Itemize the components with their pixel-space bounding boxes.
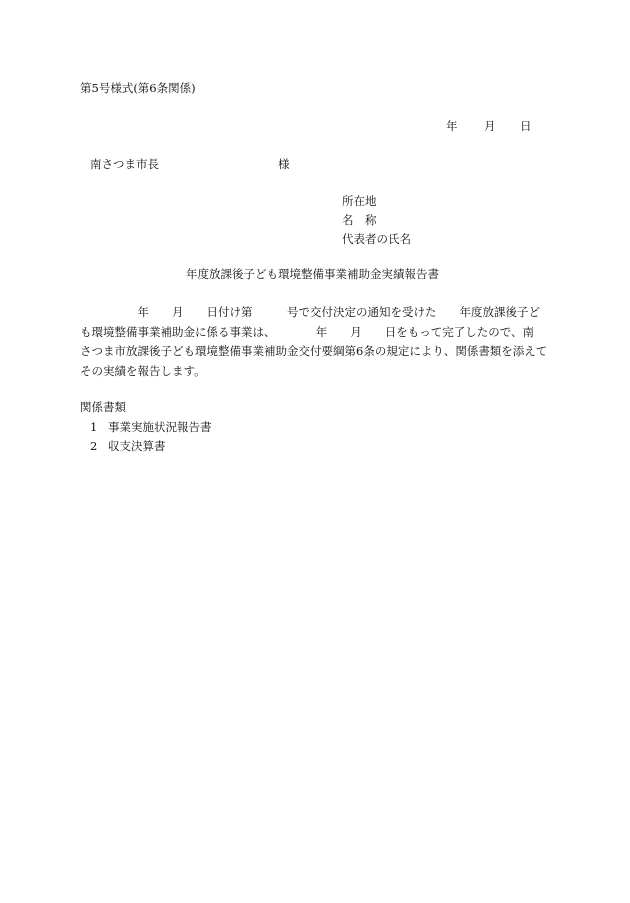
related-documents-list [90,418,212,456]
related-documents-heading: 関係書類 [80,400,126,414]
addressee: 南さつま市長 [90,157,159,171]
list-item [90,418,212,437]
address-label: 所在地 [342,194,377,208]
body-line: 年 月 日付け第 号で交付決定の通知を受けた 年度放課後子ど [80,305,540,319]
body-line: さつま市放課後子ども環境整備事業補助金交付要綱第6条の規定により、関係書類を添えて [80,344,548,358]
body-line: その実績を報告します。 [80,363,206,378]
document-title: 年度放課後子ども環境整備事業補助金実績報告書 [186,267,439,281]
form-number: 第5号様式(第6条関係) [80,81,196,95]
list-item-number: 2 [90,439,98,453]
date-day-label: 日 [520,119,532,133]
list-item-number: 1 [90,420,98,434]
list-item-label: 事業実施状況報告書 [108,420,212,434]
date-month-label: 月 [484,119,496,133]
list-item [90,437,212,456]
date-line [446,118,532,134]
list-item-label: 収支決算書 [108,439,166,453]
name-label: 名 称 [342,213,377,227]
report-body [80,303,550,381]
applicant-block [342,192,411,249]
representative-label: 代表者の氏名 [342,232,411,246]
honorific: 様 [278,157,290,171]
body-line: も環境整備事業補助金に係る事業は、 年 月 日をもって完了したので、南 [80,324,535,339]
date-year-label: 年 [446,119,458,133]
